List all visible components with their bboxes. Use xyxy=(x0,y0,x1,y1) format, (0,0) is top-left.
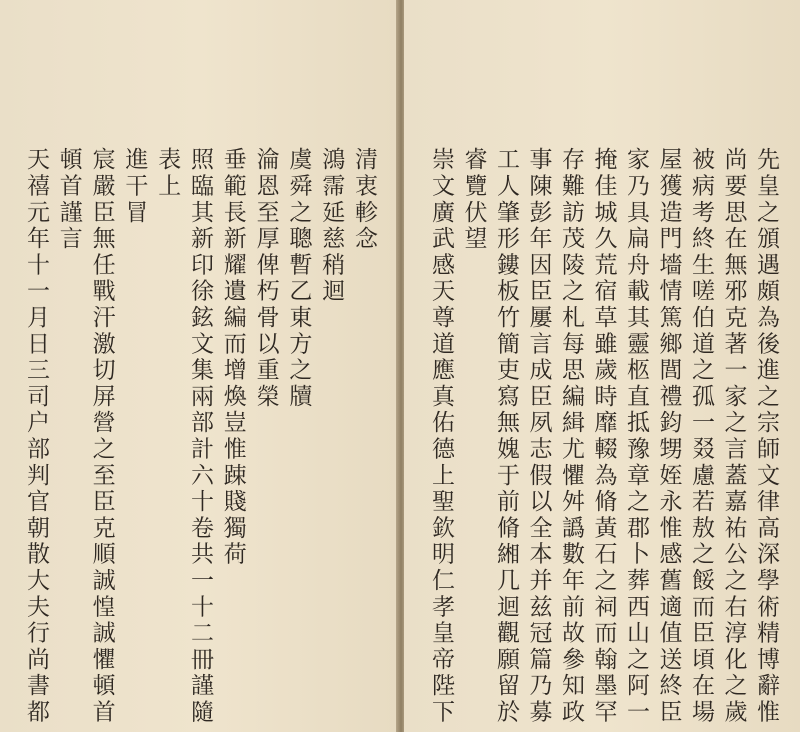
text-column: 尚要思在無邪克著一家之言蓋嘉祐公之右淳化之歲 xyxy=(720,147,747,726)
right-page xyxy=(404,0,800,732)
text-column: 淪恩至厚俾朽骨以重榮 xyxy=(252,147,279,410)
text-column: 表上 xyxy=(154,147,181,200)
text-column: 事陳彭年因臣屢言成臣夙志假以全本并兹冠篇乃募 xyxy=(525,147,552,726)
text-column: 照臨其新印徐鉉文集兩部計六十卷共一十二冊謹隨 xyxy=(187,147,213,726)
text-column: 先皇之頒遇頗為後進之宗師文律高深學術精博辭惟 xyxy=(753,147,779,726)
left-page xyxy=(0,0,398,732)
text-column: 天禧元年十一月日三司户部判官朝散大夫行尚書都 xyxy=(23,147,49,726)
text-column: 清衷軫念 xyxy=(351,147,377,253)
text-column: 掩佳城久荒宿草雖歲時靡輟為脩黃石之祠而翰墨罕 xyxy=(590,147,617,726)
text-column: 垂範長新耀遺編而增煥豈惟踈賤獨荷 xyxy=(219,147,246,568)
text-column: 頓首謹言 xyxy=(55,147,82,253)
text-column: 宸嚴臣無任戰汗激切屏營之至臣克順誠惶誠懼頓首 xyxy=(88,147,115,726)
text-column: 崇文廣武感天尊道應真佑德上聖欽明仁孝皇帝陛下 xyxy=(428,147,454,726)
text-column: 家乃具扁舟載其靈柩直抵豫章之郡卜葬西山之阿一 xyxy=(623,147,649,726)
text-column: 睿覽伏望 xyxy=(460,147,487,253)
text-column: 被病考終生嗟伯道之孤一叕慮若敖之餒而臣頃在場 xyxy=(688,147,714,726)
text-column: 鴻霈延慈稍迴 xyxy=(318,147,345,305)
text-column: 工人肇形鏤板竹簡吏寫無媿于前脩緗几迴觀願留於 xyxy=(493,147,519,726)
text-column: 存難訪茂陵之札每思編緝尤懼舛譌數年前故參知政 xyxy=(558,147,584,726)
text-column: 進干冒 xyxy=(121,147,148,226)
text-column: 虞舜之聰暫乙東方之牘 xyxy=(285,147,312,410)
text-column: 屋獲造門墻情篤鄉閭禮鈞甥姪永惟感舊適值送終臣 xyxy=(655,147,682,726)
